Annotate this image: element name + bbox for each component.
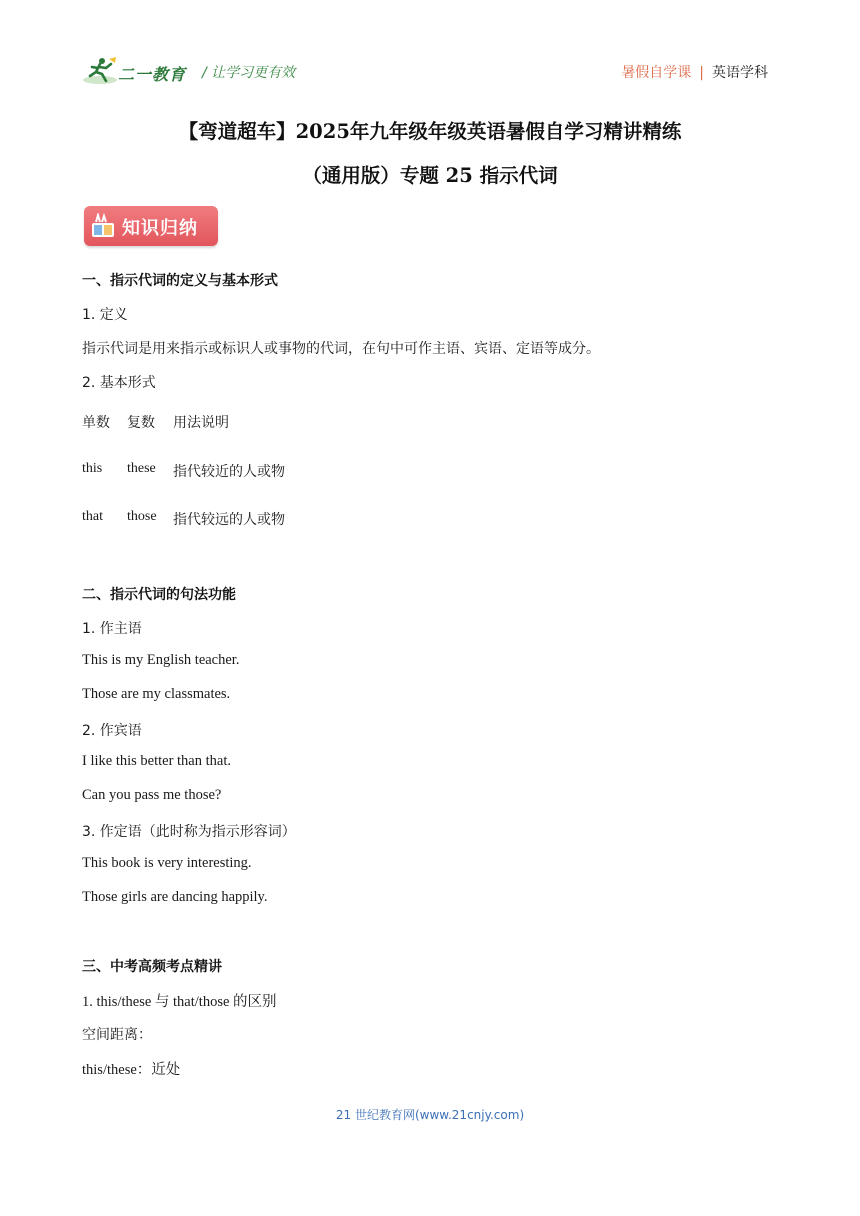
section-1-heading: 一、指示代词的定义与基本形式 xyxy=(82,273,278,289)
knowledge-summary-badge xyxy=(84,206,218,246)
table-cell: those xyxy=(127,509,157,524)
example-sentence: I like this better than that. xyxy=(82,753,231,769)
badge-label: 知识归纳 xyxy=(122,218,198,239)
document-title-line-1: 【弯道超车】2025年九年级年级英语暑假自学习精讲精练 xyxy=(178,120,682,143)
header-right xyxy=(621,62,768,82)
table-cell: 指代较近的人或物 xyxy=(173,464,285,480)
section-2-heading: 二、指示代词的句法功能 xyxy=(82,587,236,603)
section-1-sub-1: 1. 定义 xyxy=(82,307,128,323)
table-cell: this xyxy=(82,461,103,476)
page-header xyxy=(82,54,768,90)
table-cell: these xyxy=(127,461,156,476)
page-footer: 21 世纪教育网(www.21cnjy.com) xyxy=(335,1108,525,1122)
section-3-heading: 三、中考高频考点精讲 xyxy=(82,959,222,975)
book-icon xyxy=(90,213,116,239)
section-3-sub-1: 1. this/these 与 that/those 的区别 xyxy=(82,994,277,1010)
example-sentence: Those are my classmates. xyxy=(82,686,231,702)
table-cell: 指代较远的人或物 xyxy=(173,512,285,528)
section-2-sub-1: 1. 作主语 xyxy=(82,621,142,637)
document-title-line-2: （通用版）专题 25 指示代词 xyxy=(302,164,558,187)
section-3-line-2: this/these：近处 xyxy=(82,1062,181,1078)
example-sentence: This is my English teacher. xyxy=(82,652,240,668)
slogan: / 让学习更有效 xyxy=(202,65,296,81)
table-header-singular: 单数 xyxy=(82,415,110,431)
header-separator: | xyxy=(699,65,704,81)
section-1-sub-2: 2. 基本形式 xyxy=(82,375,156,391)
logo xyxy=(82,56,192,86)
table-header-usage: 用法说明 xyxy=(173,415,229,431)
example-sentence: Can you pass me those? xyxy=(82,787,222,803)
table-header-plural: 复数 xyxy=(127,415,155,431)
logo-text: 二一教育 xyxy=(118,65,187,84)
course-label: 暑假自学课 xyxy=(621,65,692,81)
subject-label: 英语学科 xyxy=(712,65,768,81)
example-sentence: This book is very interesting. xyxy=(82,855,252,871)
definition-text: 指示代词是用来指示或标识人或事物的代词，在句中可作主语、宾语、定语等成分。 xyxy=(82,341,600,357)
section-2-sub-3: 3. 作定语（此时称为指示形容词） xyxy=(82,824,296,840)
table-cell: that xyxy=(82,509,103,524)
example-sentence: Those girls are dancing happily. xyxy=(82,889,268,905)
section-2-sub-2: 2. 作宾语 xyxy=(82,723,142,739)
section-3-line-1: 空间距离： xyxy=(82,1027,152,1043)
runner-logo-icon xyxy=(82,56,118,86)
